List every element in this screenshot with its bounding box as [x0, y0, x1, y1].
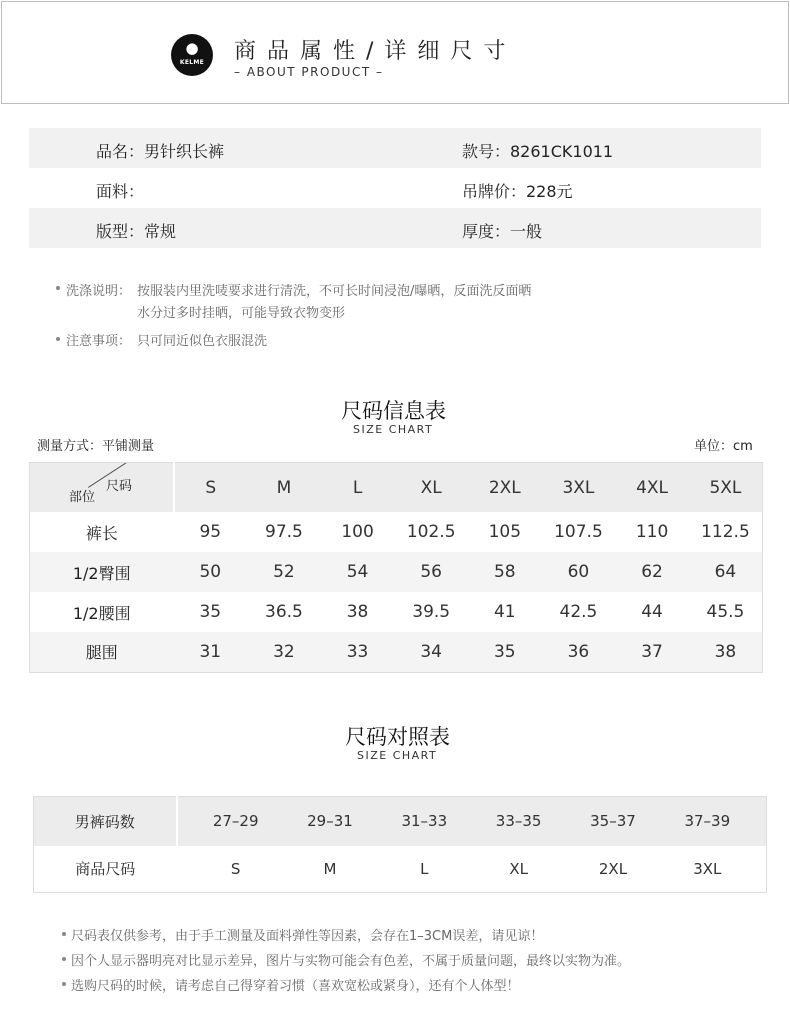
table-cell: 64	[689, 552, 763, 592]
size-compare-subtitle: SIZE CHART	[357, 749, 438, 762]
wash-instructions-line1: 按服装内里洗唛要求进行清洗，不可长时间浸泡/曝晒，反面洗反面晒	[137, 284, 532, 299]
size-header: XL	[394, 463, 468, 513]
logo-text: KELME	[179, 59, 205, 66]
bullet-icon	[56, 286, 60, 290]
attribute-row	[29, 128, 761, 168]
size-info-table	[29, 462, 763, 673]
table-cell: 97.5	[265, 522, 303, 542]
table-row	[30, 632, 763, 672]
header-box	[1, 1, 789, 104]
table-cell: 105	[488, 522, 522, 542]
attribute-name: 品名：男针织长裤	[96, 142, 225, 161]
attribute-thickness: 厚度：一般	[462, 222, 543, 241]
table-row	[30, 512, 763, 552]
table-cell: 58	[468, 552, 542, 592]
table-cell: 32	[247, 632, 321, 672]
page-title: 商品属性/详细尺寸	[234, 39, 517, 64]
row-label: 1/2腰围	[72, 603, 131, 623]
table-cell: S	[230, 859, 241, 878]
table-cell: 107.5	[554, 522, 603, 542]
spacer	[177, 846, 189, 893]
measure-method: 测量方式：平铺测量	[37, 439, 155, 454]
table-cell: 34	[394, 632, 468, 672]
table-cell: 44	[641, 602, 663, 622]
spacer	[755, 797, 767, 846]
bullet-icon	[56, 337, 60, 341]
table-cell: 54	[321, 552, 395, 592]
table-cell: 62	[615, 552, 689, 592]
row-label: 裤长	[85, 523, 118, 543]
table-cell: 38	[689, 632, 763, 672]
bullet-icon	[62, 957, 66, 961]
table-cell: 37	[615, 632, 689, 672]
table-row	[30, 552, 763, 592]
spacer	[177, 797, 189, 846]
table-cell: 60	[542, 552, 616, 592]
spacer	[755, 846, 767, 893]
table-cell: 35	[199, 602, 222, 622]
table-header-row	[30, 463, 763, 513]
table-cell: 45.5	[706, 602, 745, 622]
page-subtitle: – ABOUT PRODUCT –	[234, 65, 384, 79]
row-label: 商品尺码	[75, 860, 136, 879]
size-header: 3XL	[542, 463, 616, 513]
table-cell: 31–33	[377, 797, 471, 846]
table-cell: 41	[493, 602, 516, 622]
attribute-fabric: 面料：	[96, 182, 145, 201]
table-cell: 2XL	[598, 859, 628, 878]
table-cell: 39.5	[412, 602, 451, 622]
size-header: S	[174, 463, 248, 513]
attention-label: 注意事项：	[66, 334, 132, 349]
corner-part-label: 部位	[69, 490, 96, 505]
table-cell: 42.5	[559, 602, 598, 622]
size-chart-title: 尺码信息表	[341, 399, 446, 423]
bullet-icon	[62, 982, 66, 986]
corner-size-label: 尺码	[106, 479, 133, 494]
wash-instructions-line2: 水分过多时挂晒，可能导致衣物变形	[137, 306, 346, 321]
table-cell: 37–39	[660, 797, 754, 846]
size-compare-title: 尺码对照表	[345, 725, 450, 749]
disclaimer-text: 选购尺码的时候，请考虑自己得穿着习惯（喜欢宽松或紧身），还有个人体型！	[71, 979, 520, 994]
size-compare-table	[33, 796, 767, 893]
attribute-row	[29, 208, 761, 248]
size-chart-subtitle: SIZE CHART	[353, 423, 434, 436]
table-cell: 31	[174, 632, 248, 672]
size-header: 2XL	[468, 463, 542, 513]
row-label: 1/2臀围	[30, 552, 174, 592]
size-header: M	[247, 463, 321, 513]
table-row	[30, 592, 763, 632]
table-cell: 110	[635, 522, 669, 542]
size-header: L	[321, 463, 395, 513]
table-cell: 50	[174, 552, 248, 592]
paw-icon: ●	[185, 39, 199, 57]
table-cell: 112.5	[701, 522, 750, 542]
table-cell: 95	[199, 522, 222, 542]
disclaimer-text: 因个人显示器明亮对比显示差异，图片与实物可能会有色差，不属于质量问题，最终以实物为准。	[71, 954, 631, 969]
table-cell: 52	[247, 552, 321, 592]
unit-label: 单位：cm	[694, 439, 753, 454]
table-cell: 38	[346, 602, 369, 622]
disclaimer-text: 尺码表仅供参考，由于手工测量及面料弹性等因素，会存在1–3CM误差，请见谅！	[71, 929, 544, 944]
bullet-icon	[62, 932, 66, 936]
table-cell: 29–31	[283, 797, 377, 846]
attribute-price: 吊牌价：228元	[462, 182, 573, 201]
kelme-logo	[171, 34, 213, 76]
table-cell: 35	[468, 632, 542, 672]
row-label: 男裤码数	[34, 797, 177, 846]
table-cell: 100	[341, 522, 374, 542]
corner-cell	[30, 463, 174, 513]
size-header: 4XL	[615, 463, 689, 513]
table-cell: XL	[509, 859, 528, 878]
table-cell: 3XL	[693, 859, 722, 878]
table-cell: 35–37	[566, 797, 660, 846]
table-cell: 56	[394, 552, 468, 592]
table-header-row	[34, 797, 767, 846]
attention-text: 只可同近似色衣服混洗	[137, 334, 268, 349]
table-cell: 36.5	[265, 602, 303, 622]
attribute-row	[29, 168, 761, 208]
attribute-style-no: 款号：8261CK1011	[462, 142, 614, 161]
table-cell: 33–35	[471, 797, 565, 846]
row-label: 腿围	[30, 632, 174, 672]
table-row	[34, 846, 767, 893]
table-cell: L	[420, 859, 429, 878]
size-header: 5XL	[689, 463, 763, 513]
table-cell: 36	[542, 632, 616, 672]
table-cell: 33	[321, 632, 395, 672]
table-cell: 102.5	[406, 522, 456, 542]
attribute-fit: 版型：常规	[96, 222, 177, 241]
table-cell: M	[323, 859, 337, 878]
wash-label: 洗涤说明：	[66, 284, 132, 299]
table-cell: 27–29	[189, 797, 283, 846]
